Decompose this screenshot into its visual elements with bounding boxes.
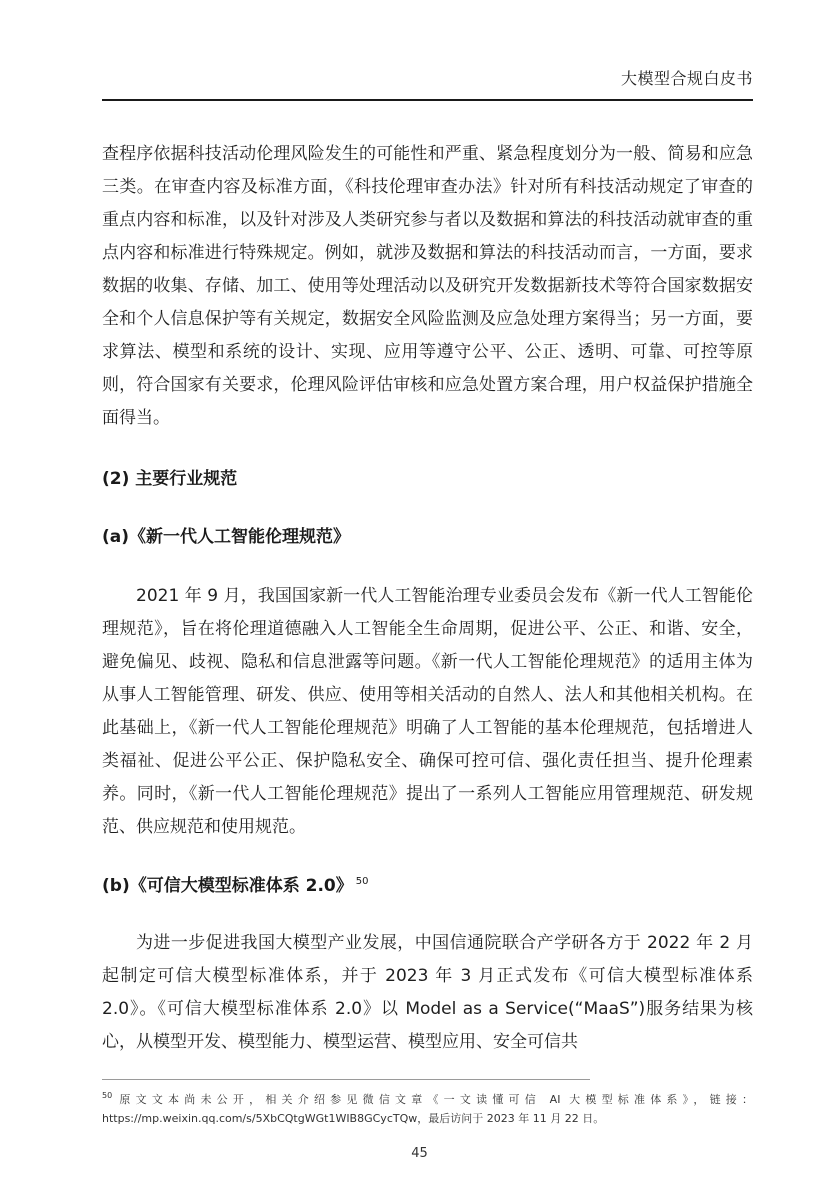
spacer <box>102 844 753 870</box>
subheading-ai-ethics-norms: (a)《新一代人工智能伦理规范》 <box>102 527 351 547</box>
spacer <box>102 435 753 463</box>
subheading-trusted-llm-standard-text: (b)《可信大模型标准体系 2.0》 <box>102 876 353 896</box>
paragraph-ai-ethics-norms: 2021 年 9 月，我国国家新一代人工智能治理专业委员会发布《新一代人工智能伦理规范》，旨在将伦理道德融入人工智能全生命周期，促进公平、公正、和谐、安全，避免偏见、歧视、隐私和信息泄露等问题。《新一代人工智能伦理规范》的适用主体为从事人工智能管理、研发、供应、使用等相关活动的自然人、法人和其他相关机构。在此基础上，《新一代人工智能伦理规范》明确了人工智能的基本伦理规范，包括增进人类福祉、促进公平公正、保护隐私安全、确保可控可信、强化责任担当、提升伦理素养。同时，《新一代人工智能伦理规范》提出了一系列人工智能应用管理规范、研发规范、供应规范和使用规范。 <box>102 586 753 837</box>
footnote <box>102 1090 753 1128</box>
paragraph-trusted-llm-standard: 为进一步促进我国大模型产业发展，中国信通院联合产学研各方于 2022 年 2 月起制定可信大模型标准体系，并于 2023 年 3 月正式发布《可信大模型标准体系 2.0》。《可信大模型标准体系 2.0》以 Model as a Service(“MaaS”)服务结果为核心，从模型开发、模型能力、模型运营、模型应用、安全可信共 <box>102 933 753 1052</box>
footnote-marker: 50 <box>102 1091 113 1101</box>
header-divider <box>102 99 753 101</box>
paragraph-ethics-review: 查程序依据科技活动伦理风险发生的可能性和严重、紧急程度划分为一般、简易和应急三类。在审查内容及标准方面，《科技伦理审查办法》针对所有科技活动规定了审查的重点内容和标准，以及针对涉及人类研究参与者以及数据和算法的科技活动就审查的重点内容和标准进行特殊规定。例如，就涉及数据和算法的科技活动而言，一方面，要求数据的收集、存储、加工、使用等处理活动以及研究开发数据新技术等符合国家数据安全和个人信息保护等有关规定，数据安全风险监测及应急处理方案得当；另一方面，要求算法、模型和系统的设计、实现、应用等遵守公平、公正、透明、可靠、可控等原则，符合国家有关要求，伦理风险评估审核和应急处置方案合理，用户权益保护措施全面得当。 <box>102 144 753 428</box>
section-heading-industry-norms: (2) 主要行业规范 <box>102 469 238 489</box>
footnote-text: 原文文本尚未公开，相关介绍参见微信文章《一文读懂可信 AI 大模型标准体系》，链接：https://mp.weixin.qq.com/s/5XbCQtgWGt1WIB8GCycTQw，最后访问于 2023 年 11 月 22 日。 <box>102 1093 753 1125</box>
footnote-reference[interactable]: 50 <box>355 876 369 888</box>
footnote-divider <box>102 1079 590 1080</box>
page-body <box>102 138 753 1059</box>
subheading-trusted-llm-standard <box>102 870 753 903</box>
page-number: 45 <box>411 1146 428 1161</box>
spacer <box>102 554 753 580</box>
running-header-title: 大模型合规白皮书 <box>620 69 753 88</box>
spacer <box>102 496 753 521</box>
spacer <box>102 903 753 927</box>
